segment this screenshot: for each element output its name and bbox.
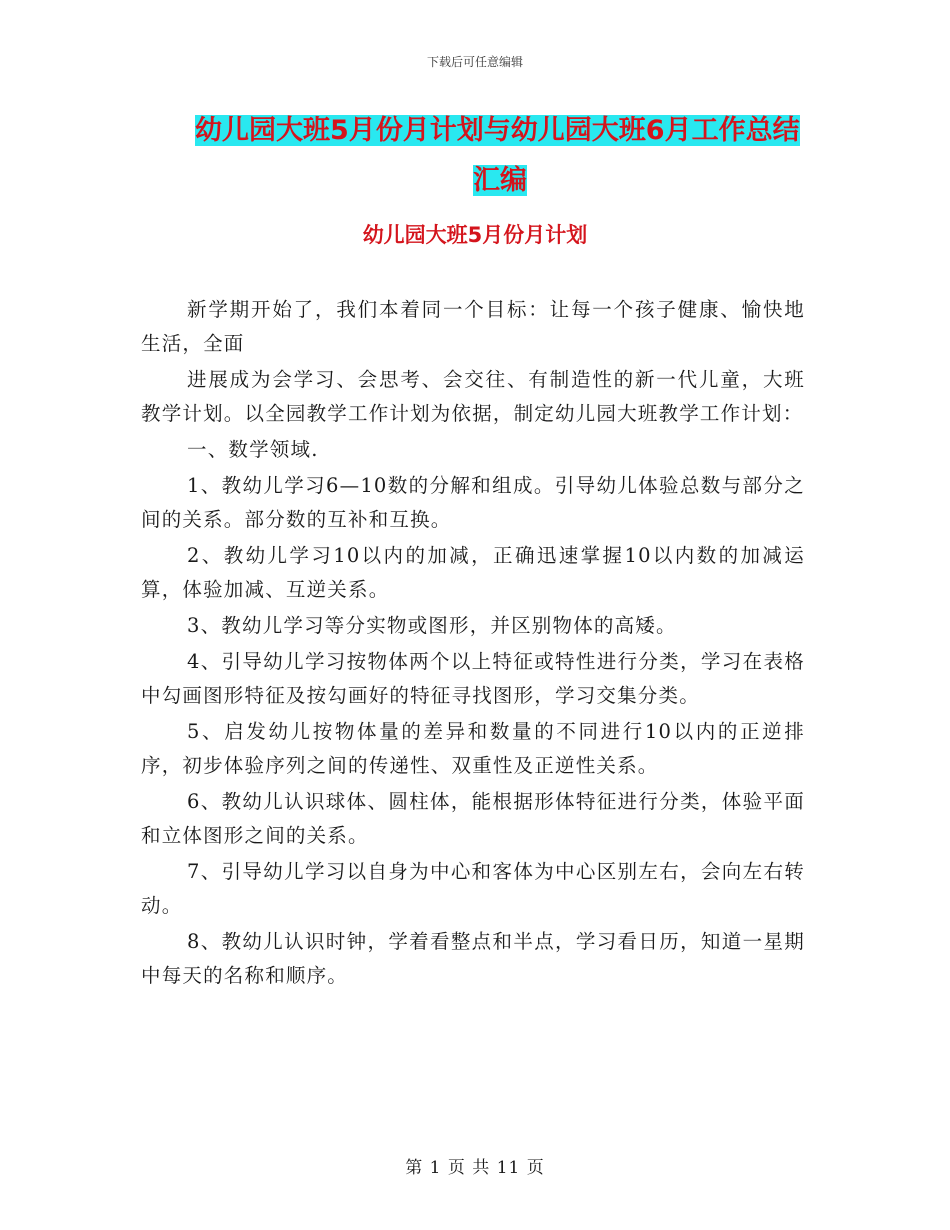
section-heading: 幼儿园大班5月份月计划: [362, 223, 588, 247]
page-footer: 第 1 页 共 11 页: [405, 1158, 545, 1178]
document-title: [195, 106, 805, 206]
paragraph: 一、数学领域.: [187, 438, 319, 461]
header-note: 下载后可任意编辑: [426, 55, 523, 69]
paragraph: 8、教幼儿认识时钟，学着看整点和半点，学习看日历，知道一星期中每天的名称和顺序。: [141, 930, 805, 987]
paragraph: 6、教幼儿认识球体、圆柱体，能根据形体特征进行分类，体验平面和立体图形之间的关系。: [141, 790, 805, 847]
paragraph: 2、教幼儿学习10以内的加减，正确迅速掌握10以内数的加减运算，体验加减、互逆关系。: [141, 544, 805, 601]
title-line-1: 幼儿园大班5月份月计划与幼儿园大班6月工作总结: [195, 115, 800, 146]
document-body: [141, 293, 805, 995]
paragraph: 7、引导幼儿学习以自身为中心和客体为中心区别左右，会向左右转动。: [141, 860, 805, 917]
paragraph: 进展成为会学习、会思考、会交往、有制造性的新一代儿童，大班教学计划。以全园教学工作计划为依据，制定幼儿园大班教学工作计划：: [141, 368, 805, 425]
paragraph: 3、教幼儿学习等分实物或图形，并区别物体的高矮。: [187, 614, 677, 637]
title-line-2: 汇编: [473, 165, 527, 196]
paragraph: 5、启发幼儿按物体量的差异和数量的不同进行10以内的正逆排序，初步体验序列之间的传递性、双重性及正逆性关系。: [141, 720, 805, 777]
paragraph: 1、教幼儿学习6—10数的分解和组成。引导幼儿体验总数与部分之间的关系。部分数的互补和互换。: [141, 474, 805, 531]
paragraph: 新学期开始了，我们本着同一个目标：让每一个孩子健康、愉快地生活，全面: [141, 298, 805, 355]
paragraph: 4、引导幼儿学习按物体两个以上特征或特性进行分类，学习在表格中勾画图形特征及按勾画好的特征寻找图形，学习交集分类。: [141, 650, 805, 707]
